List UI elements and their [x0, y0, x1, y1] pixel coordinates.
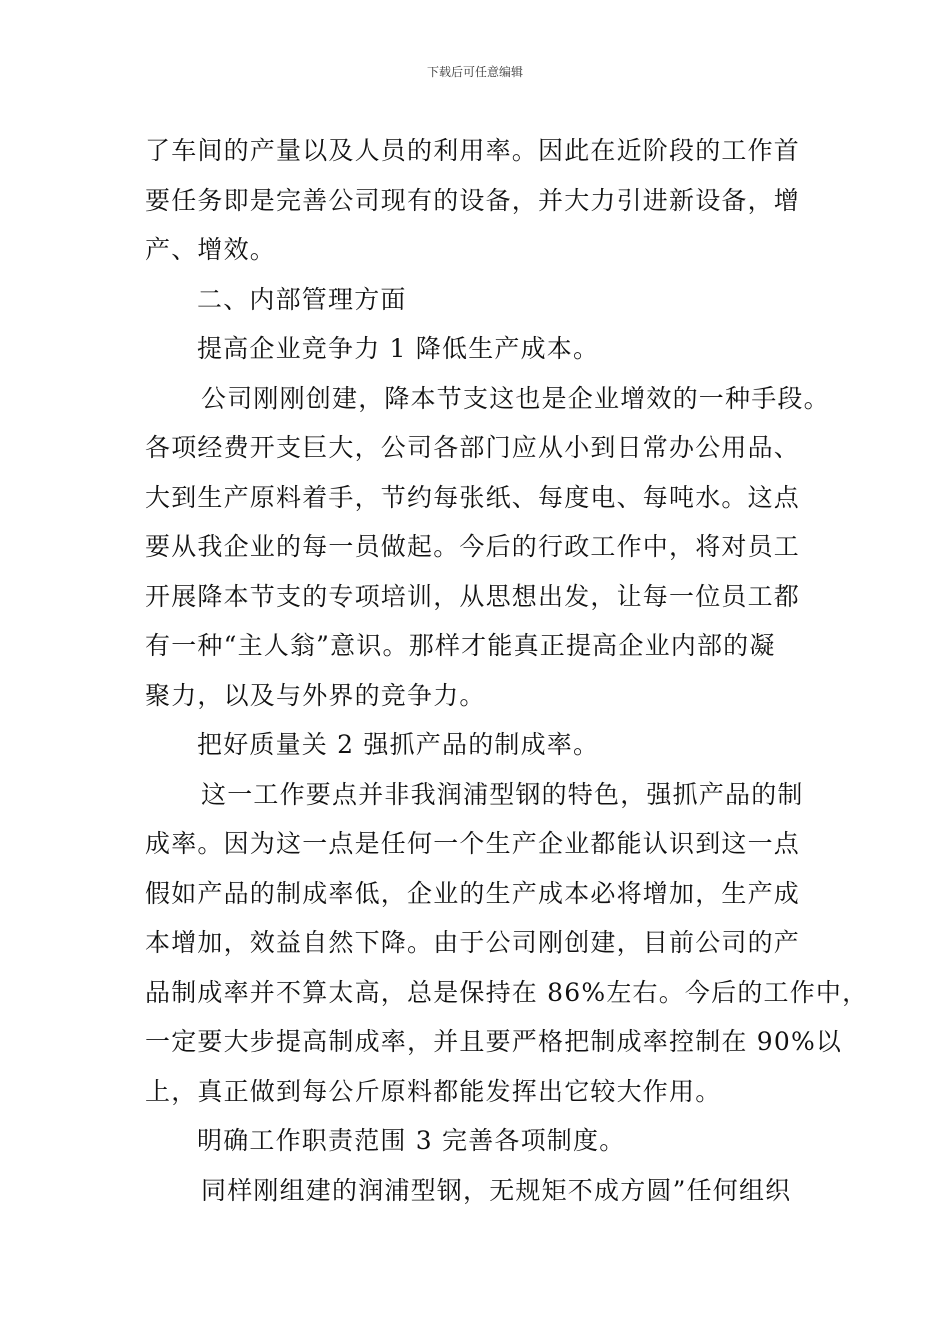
text-line: 一定要大步提高制成率，并且要严格把制成率控制在 90%以	[145, 1027, 843, 1056]
text-line: 同样刚组建的润浦型钢，无规矩不成方圆”任何组织	[201, 1175, 792, 1205]
text-line: 大到生产原料着手，节约每张纸、每度电、每吨水。这点	[145, 482, 801, 512]
text-line: 公司刚刚创建，降本节支这也是企业增效的一种手段。	[201, 383, 830, 413]
document-body	[145, 126, 869, 1215]
text-line: 这一工作要点并非我润浦型钢的特色，强抓产品的制	[201, 779, 804, 809]
text-line: 产、增效。	[145, 235, 277, 264]
text-line: 上，真正做到每公斤原料都能发挥出它较大作用。	[145, 1076, 722, 1106]
subsection-heading: 明确工作职责范围 3 完善各项制度。	[197, 1126, 626, 1155]
text-line: 开展降本节支的专项培训，从思想出发，让每一位员工都	[145, 581, 801, 611]
text-line: 有一种“主人翁”意识。那样才能真正提高企业内部的凝	[145, 631, 776, 660]
text-line: 品制成率并不算太高，总是保持在 86%左右。今后的工作中，	[145, 977, 869, 1007]
subsection-heading: 把好质量关 2 强抓产品的制成率。	[197, 730, 600, 759]
text-line: 了车间的产量以及人员的利用率。因此在近阶段的工作首	[145, 136, 801, 165]
subsection-heading: 提高企业竞争力 1 降低生产成本。	[197, 334, 600, 363]
text-line: 成率。因为这一点是任何一个生产企业都能认识到这一点	[145, 829, 801, 858]
text-line: 本增加，效益自然下降。由于公司刚创建，目前公司的产	[145, 928, 801, 957]
section-heading: 二、内部管理方面	[197, 284, 407, 314]
text-line: 聚力，以及与外界的竞争力。	[145, 680, 486, 710]
text-line: 要任务即是完善公司现有的设备，并大力引进新设备，增	[145, 185, 801, 215]
text-line: 要从我企业的每一员做起。今后的行政工作中，将对员工	[145, 532, 801, 561]
page-header: 下载后可任意编辑	[426, 65, 523, 79]
text-line: 各项经费开支巨大，公司各部门应从小到日常办公用品、	[145, 433, 801, 462]
text-line: 假如产品的制成率低，企业的生产成本必将增加，生产成	[145, 878, 801, 908]
